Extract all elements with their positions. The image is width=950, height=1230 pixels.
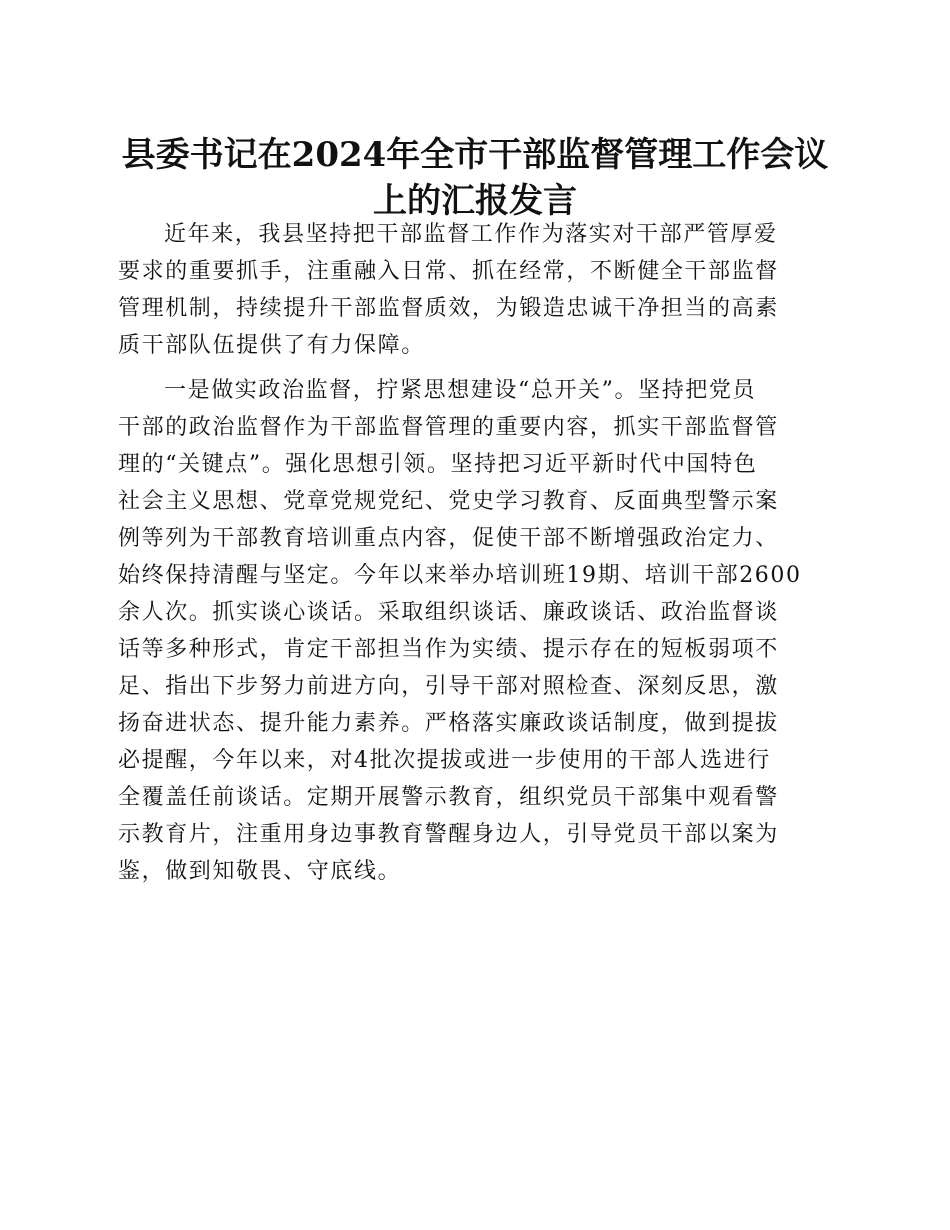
- text-line: 理的“关键点”。强化思想引领。坚持把习近平新时代中国特色: [118, 452, 758, 477]
- text-line: 干部的政治监督作为干部监督管理的重要内容，抓实干部监督管: [118, 415, 779, 440]
- document-title: [100, 132, 850, 224]
- document-body: [118, 216, 828, 890]
- text-line: 近年来，我县坚持把干部监督工作作为落实对干部严管厚爱: [164, 222, 778, 247]
- text-line: 社会主义思想、党章党规党纪、党史学习教育、反面典型警示案: [118, 489, 779, 514]
- text-line: 鉴，做到知敬畏、守底线。: [118, 859, 402, 884]
- text-line: 余人次。抓实谈心谈话。采取组织谈话、廉政谈话、政治监督谈: [118, 600, 779, 625]
- title-line: 县委书记在2024年全市干部监督管理工作会议: [121, 135, 829, 175]
- text-line: 一是做实政治监督，拧紧思想建设“总开关”。坚持把党员: [164, 378, 757, 403]
- text-line: 话等多种形式，肯定干部担当作为实绩、提示存在的短板弱项不: [118, 637, 779, 662]
- paragraph-political-supervision: [118, 372, 828, 890]
- title-line: 上的汇报发言: [373, 181, 577, 221]
- paragraph-intro: [118, 216, 828, 364]
- text-line: 始终保持清醒与坚定。今年以来举办培训班19期、培训干部2600: [118, 563, 802, 588]
- text-line: 足、指出下步努力前进方向，引导干部对照检查、深刻反思，激: [118, 674, 779, 699]
- text-line: 质干部队伍提供了有力保障。: [118, 333, 425, 358]
- text-line: 要求的重要抓手，注重融入日常、抓在经常，不断健全干部监督: [118, 259, 779, 284]
- text-line: 全覆盖任前谈话。定期开展警示教育，组织党员干部集中观看警: [118, 785, 779, 810]
- text-line: 扬奋进状态、提升能力素养。严格落实廉政谈话制度，做到提拔: [118, 711, 779, 736]
- text-line: 示教育片，注重用身边事教育警醒身边人，引导党员干部以案为: [118, 822, 779, 847]
- text-line: 例等列为干部教育培训重点内容，促使干部不断增强政治定力、: [118, 526, 779, 551]
- text-line: 必提醒，今年以来，对4批次提拔或进一步使用的干部人选进行: [118, 748, 771, 773]
- text-line: 管理机制，持续提升干部监督质效，为锻造忠诚干净担当的高素: [118, 296, 779, 321]
